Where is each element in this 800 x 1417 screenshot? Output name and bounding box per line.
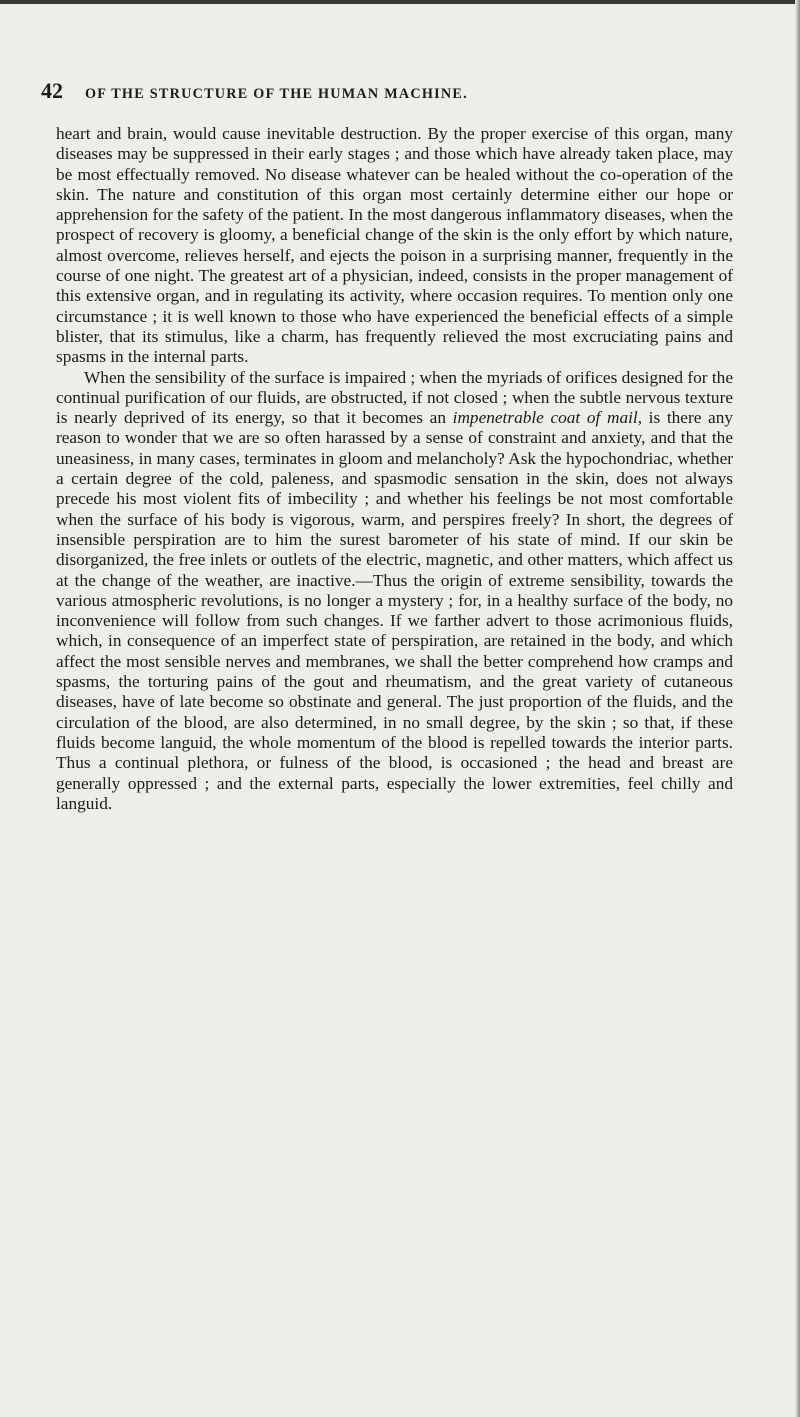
paragraph-1: heart and brain, would cause inevitable destruction. By the proper exercise of this organ, many diseases may be suppressed in their early stages ; and those which have already taken place, may be most effectually removed. No disease whatever can be healed without the co-operation of the skin. The nature and constitution of this organ most certainly determine either our hope or apprehension for the safety of the patient. In the most dangerous inflammatory diseases, when the prospect of recovery is gloomy, a beneficial change of the skin is the only effort by which nature, almost overcome, relieves herself, and ejects the poison in a surprising manner, frequently in the course of one night. The greatest art of a physician, indeed, consists in the proper management of this extensive organ, and in regulating its activity, where occasion requires. To mention only one circumstance ; it is well known to those who have experienced the beneficial effects of a simple blister, that its stimulus, like a charm, has frequently relieved the most excruciating pains and spasms in the internal parts.: [56, 124, 733, 367]
page-number: 42: [41, 78, 63, 103]
paragraph-2: [56, 368, 733, 815]
paragraph-2-text-before: When the sensibility of the surface is impaired ; when the myriads of orifices designed for the continual purification of our fluids, are obstructed, if not closed ; when the subtle nervous texture is nearly deprived of its energy, so that it becomes an: [56, 367, 733, 428]
book-page: [41, 78, 734, 814]
running-head: OF THE STRUCTURE OF THE HUMAN MACHINE.: [85, 86, 468, 102]
paragraph-2-italic-phrase: impenetrable coat of mail: [452, 408, 638, 428]
page-header: [41, 78, 734, 104]
page-edge-shadow: [795, 0, 800, 1417]
body-text: [56, 124, 733, 814]
top-scan-rule: [0, 0, 800, 4]
paragraph-2-text-after: , is there any reason to wonder that we are so often harassed by a sense of constraint and anxiety, and that the uneasiness, in many cases, terminates in gloom and melancholy? Ask the hypochondriac, whether a certain degree of the cold, paleness, and spasmodic sensation in the skin, does not always precede his most violent fits of imbecility ; and whether his feelings be not most comfortable when the surface of his body is vigorous, warm, and perspires freely? In short, the degrees of insensible perspiration are to him the surest barometer of his state of mind. If our skin be disorganized, the free inlets or outlets of the electric, magnetic, and other matters, which affect us at the change of the weather, are inactive.—Thus the origin of extreme sensibility, towards the various atmospheric revolutions, is no longer a mystery ; for, in a healthy surface of the body, no inconvenience will follow from such changes. If we farther advert to those acrimonious fluids, which, in consequence of an imperfect state of perspiration, are retained in the body, and which affect the most sensible nerves and membranes, we shall the better comprehend how cramps and spasms, the torturing pains of the gout and rheumatism, and the great variety of cutaneous diseases, have of late become so obstinate and general. The just proportion of the fluids, and the circulation of the blood, are also determined, in no small degree, by the skin ; so that, if these fluids become languid, the whole momentum of the blood is repelled towards the interior parts. Thus a continual plethora, or fulness of the blood, is occasioned ; the head and breast are generally oppressed ; and the external parts, especially the lower extremities, feel chilly and languid.: [56, 408, 734, 813]
